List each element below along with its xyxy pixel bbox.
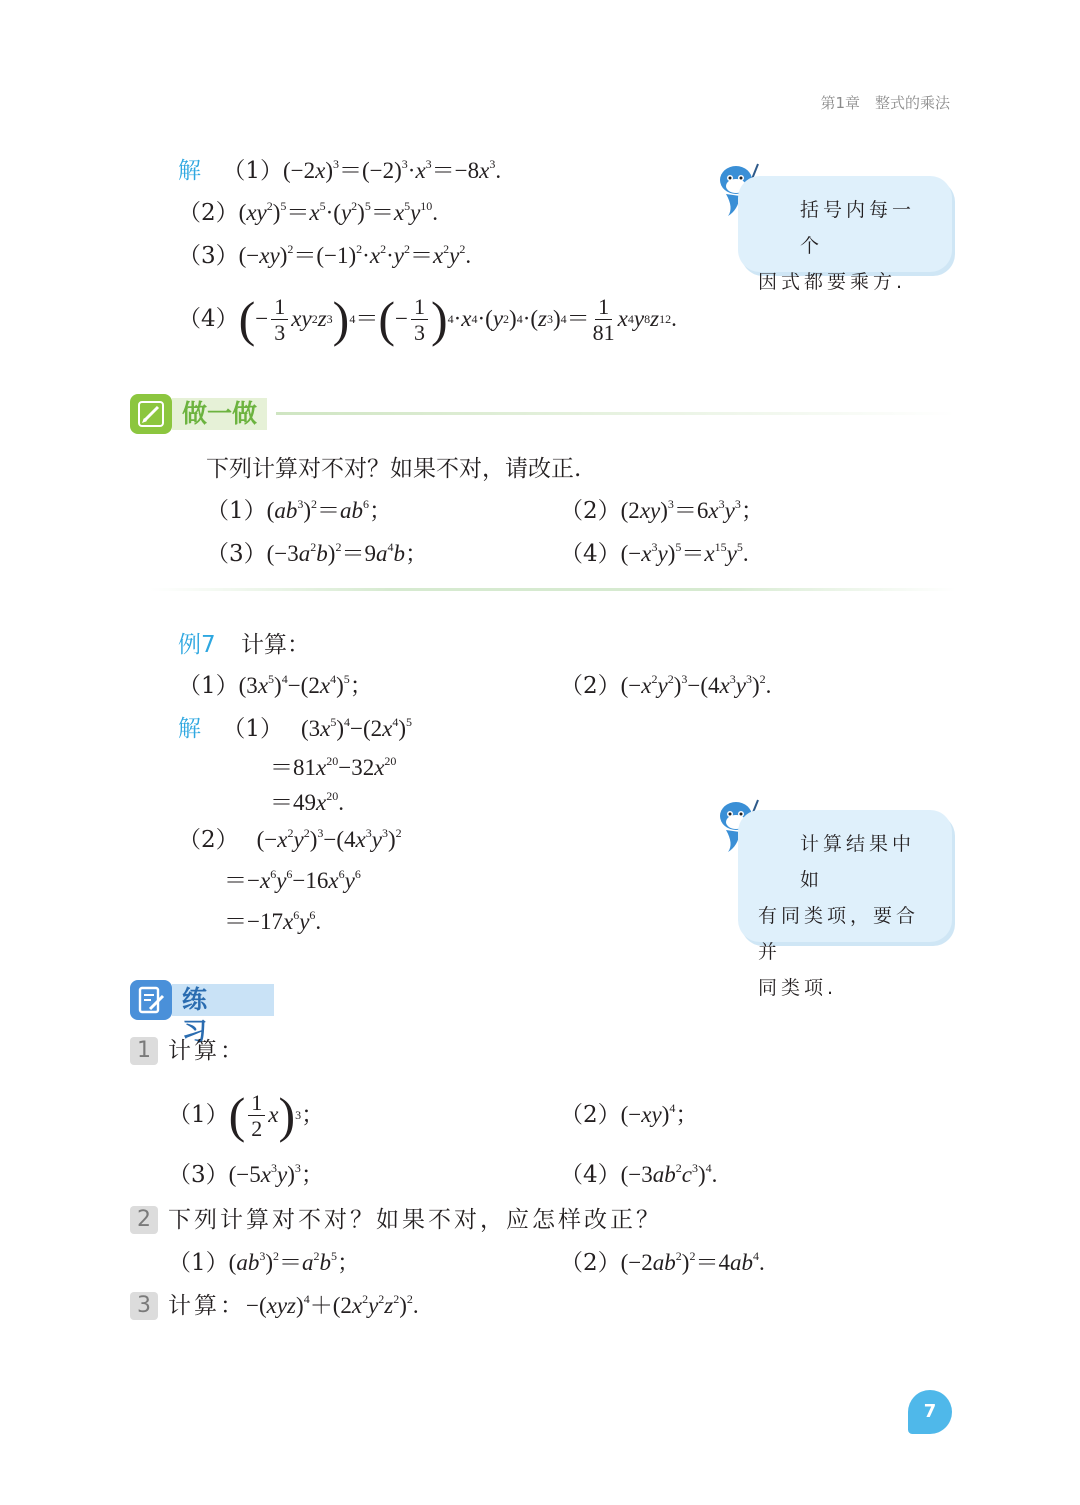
example7-solution-1-line-3: $=49x^{20}$.: [270, 789, 344, 815]
example7-solution-2-line-1: （2） $(-x^2y^2)^3-(4x^3y^3)^2$: [178, 826, 402, 853]
exercise-title: 练 习: [172, 984, 274, 1016]
exercise-1-text: 计算：: [168, 1038, 246, 1064]
exercise-number-2: 2: [130, 1206, 158, 1234]
solution-line-1: 解 $(1)(-2x)^3=(-2)^3\cdot x^3=-8x^3$.: [178, 157, 502, 184]
chapter-header: 第1章 整式的乘法: [820, 94, 950, 112]
example7-solution-2-line-2: $=-x^6y^6-16x^6y^6$: [224, 867, 361, 893]
example7-question-1: $(1)(3x^5)^4-(2x^4)^5$；: [178, 672, 373, 699]
example7-question-2: $(2)(-x^2y^2)^3-(4x^3y^3)^2$.: [560, 672, 772, 699]
solution-line-4: （4） ( − $\frac{1}{3}$ xy 2 z 3 ) 4 ＝ ( − $\frac{1}{3}$ ) 4 · x 4 ·( y 2 ) 4 ·( z 3 ) 4 ＝ $\frac{1}{81}$ x 4 y 8 z 12 .: [178, 291, 677, 347]
notebook-pen-icon: [130, 980, 172, 1020]
exercise-3-line: 计算：$-(xyz)^4+(2x^2y^2z^2)^2$.: [168, 1292, 419, 1319]
example7-solution-label: 解: [178, 716, 201, 742]
tip-bubble-1: 括号内每一个 因式都要乘方.: [738, 176, 952, 272]
banner-divider: [276, 412, 956, 415]
page-number: 7: [908, 1390, 952, 1434]
exercise-number-3: 3: [130, 1292, 158, 1320]
solution-1-expr: $(-2x)^3=(-2)^3\cdot x^3=-8x^3$.: [282, 157, 502, 183]
zuoyizuo-item-4: $(4)(-x^3y)^5=x^{15}y^5$.: [560, 540, 749, 567]
example7-solution-1-line-1: 解 （1） $(3x^5)^4-(2x^4)^5$: [178, 715, 413, 742]
zuoyizuo-item-3: $(3)(-3a^2b)^2=9a^4b$；: [206, 540, 428, 567]
solution-4-expr: ( − $\frac{1}{3}$ xy 2 z 3 ) 4 ＝ ( − $\frac{1}{3}$ ) 4 · x 4 ·( y 2 ) 4 ·( z 3 ) 4 ＝ $\frac{1}{81}$ x 4 y 8 z 12 .: [238, 291, 677, 347]
solution-line-2: $(2)(xy^2)^5=x^5\cdot(y^2)^5=x^5y^{10}$.: [178, 199, 439, 226]
exercise-2-text: 下列计算对不对？如果不对，应怎样改正？: [168, 1207, 662, 1233]
exercise-1-item-3: $(3)(-5x^3y)^3$；: [168, 1161, 324, 1188]
exercise-3-text: 计算：: [168, 1293, 246, 1319]
exercise-1-item-4: $(4)(-3ab^2c^3)^4$.: [560, 1161, 718, 1188]
solution-line-3: $(3)(-xy)^2=(-1)^2\cdot x^2\cdot y^2=x^2y^2$.: [178, 242, 472, 269]
example7-title: 计算：: [240, 632, 310, 658]
exercise-2-item-1: $(1)(ab^3)^2=a^2b^5$；: [168, 1249, 360, 1276]
zuoyizuo-banner: [130, 394, 267, 434]
example7-solution-1-line-2: $=81x^{20}-32x^{20}$: [270, 754, 397, 780]
example7-heading: [178, 630, 310, 660]
example7-solution-2-line-3: $=-17x^6y^6$.: [224, 908, 322, 934]
tip-bubble-2: 计算结果中如 有同类项，要合并 同类项.: [738, 810, 952, 942]
solution-2-expr: $(xy^2)^5=x^5\cdot(y^2)^5=x^5y^{10}$.: [238, 199, 439, 225]
solution-label: 解: [178, 158, 201, 184]
zuoyizuo-item-2: $(2)(2xy)^3=6x^3y^3$；: [560, 497, 764, 524]
exercise-1-item-2: $(2)(-xy)^4$；: [560, 1101, 699, 1128]
exercise-number-1: 1: [130, 1037, 158, 1065]
exercise-1-item-1: （1） ( $\frac{1}{2}$ x ) 3 ；: [168, 1087, 325, 1143]
zuoyizuo-prompt: 下列计算对不对？如果不对，请改正.: [206, 456, 582, 482]
zuoyizuo-item-1: $(1)(ab^3)^2=ab^6$；: [206, 497, 392, 524]
exercise-banner: [130, 980, 274, 1046]
example7-label: 例7: [178, 632, 216, 658]
pencil-ruler-icon: [130, 394, 172, 434]
zuoyizuo-title: 做一做: [172, 398, 267, 430]
exercise-2-item-2: $(2)(-2ab^2)^2=4ab^4$.: [560, 1249, 765, 1276]
section-divider: [150, 588, 956, 591]
solution-3-expr: $(-xy)^2=(-1)^2\cdot x^2\cdot y^2=x^2y^2$.: [238, 242, 472, 268]
